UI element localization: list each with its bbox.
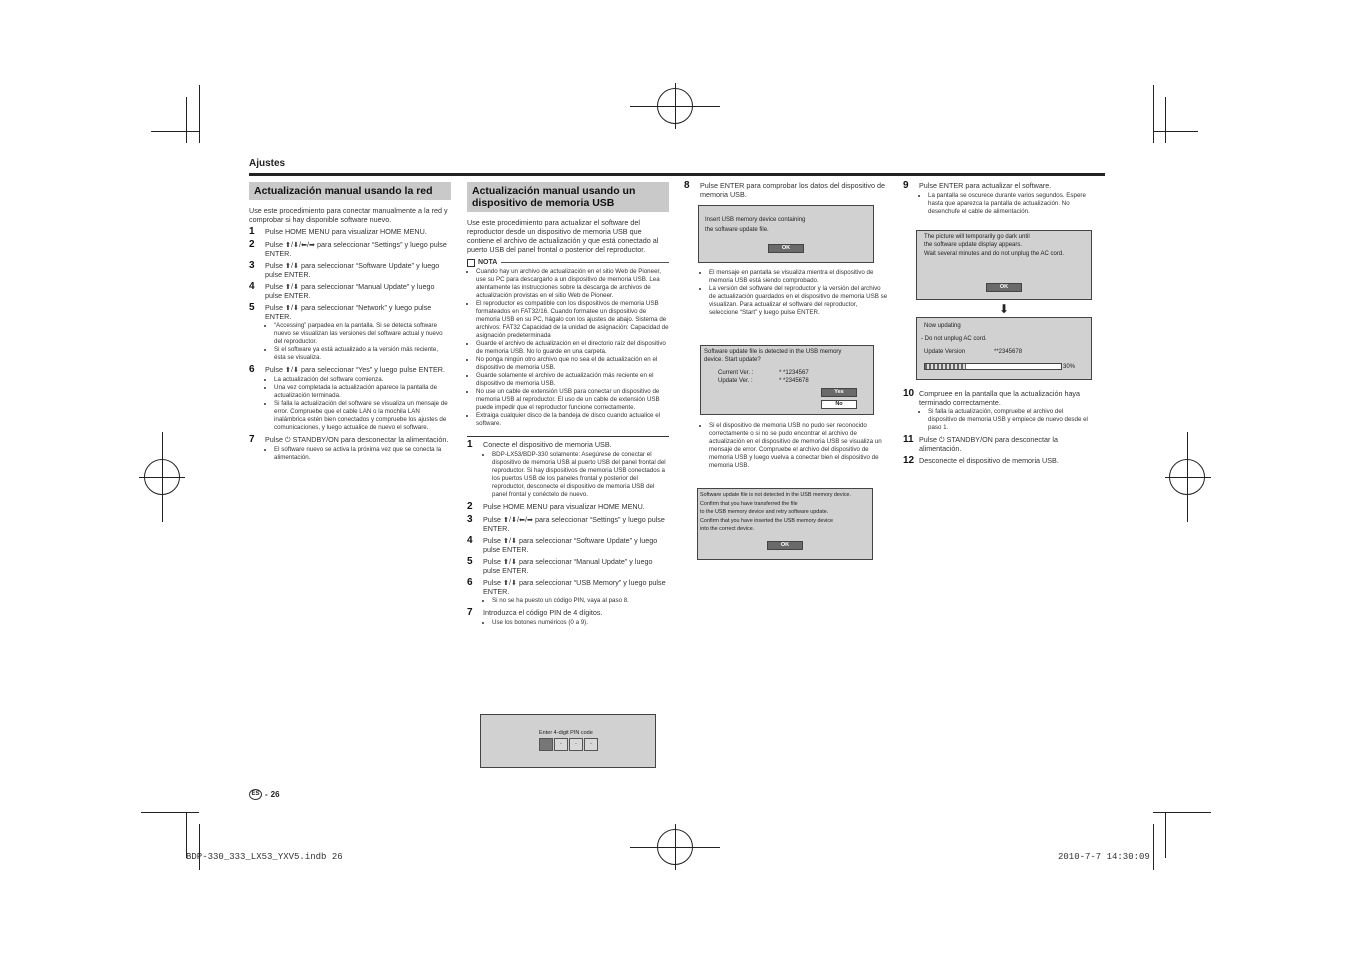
step-3: 3 Pulse ⬆/⬇/⬅/➡ para seleccionar “Settings” y luego pulse ENTER. xyxy=(467,514,665,533)
pin-digit-3[interactable]: - xyxy=(569,738,583,751)
steps-10-12 xyxy=(903,386,1093,466)
section-label: Ajustes xyxy=(249,158,286,169)
arrow-down-icon: ⬇ xyxy=(999,302,1010,316)
step-6: 6 Pulse ⬆/⬇ para seleccionar “Yes” y luego pulse ENTER. xyxy=(249,364,445,375)
step-7-bullets: • El software nuevo se activa la próxima vez que se conecta la alimentación. xyxy=(265,446,451,462)
step-1: 1 Pulse HOME MENU para visualizar HOME MENU. xyxy=(249,226,427,237)
step-12: 12 Desconecte el dispositivo de memoria USB. xyxy=(903,455,1059,466)
column-usb-update xyxy=(467,182,669,627)
step-5-bullets: • “Accessing” parpadea en la pantalla. Si se detecta software nuevo se visualizan las versiones del software actual y nuevo del reproductor. • Si el software ya está actualizado a la versión más reciente, ésta se visualiza. xyxy=(265,322,451,362)
pin-digit-2[interactable]: - xyxy=(554,738,568,751)
step-8: 8 Pulse ENTER para comprobar los datos del dispositivo de memoria USB. xyxy=(684,180,885,199)
step-4: 4 Pulse ⬆/⬇ para seleccionar “Software Update” y luego pulse ENTER. xyxy=(467,535,658,554)
note-header: NOTA xyxy=(467,258,669,267)
step-1-bullets: • BDP-LX53/BDP-330 solamente: Asegúrese de conectar el dispositivo de memoria USB al puerto USB del panel frontal del reproductor. Si hay dispositivos de memoria USB conectados a los puertos USB de los paneles frontal y posterior del reproductor, desconecte el dispositivo de memoria USB del panel frontal y conéctelo de nuevo. xyxy=(483,451,669,499)
no-button[interactable]: No xyxy=(821,400,857,409)
pin-label: Enter 4-digit PIN code xyxy=(539,730,593,736)
yes-button[interactable]: Yes xyxy=(821,388,857,397)
intro-text: Use este procedimiento para actualizar el software del reproductor desde un dispositivo de memoria USB que contiene el archivo de actualización y que está conectado al puerto USB del panel frontal o posterior del reproductor. xyxy=(467,218,659,254)
step-7-bullets: • Use los botones numéricos (0 a 9). xyxy=(483,619,669,627)
step-6-bullets: • Si no se ha puesto un código PIN, vaya al paso 8. xyxy=(483,597,669,605)
step-10: 10 Compruee en la pantalla que la actualización haya terminado correctamente. xyxy=(903,388,1081,407)
heading-usb-update: Actualización manual usando un dispositivo de memoria USB xyxy=(467,182,669,212)
step-9-bullets: • La pantalla se oscurece durante varios segundos. Espere hasta que aparezca la pantalla de actualización. No desenchufe el cable de alimentación. xyxy=(919,192,1093,216)
pin-digit-1[interactable] xyxy=(539,738,553,751)
step-7: 7 Pulse ⏻ STANDBY/ON para desconectar la alimentación. xyxy=(249,434,449,445)
step-7: 7 Introduzca el código PIN de 4 dígitos. xyxy=(467,607,603,618)
step-6: 6 Pulse ⬆/⬇ para seleccionar “USB Memory” y luego pulse ENTER. xyxy=(467,577,666,596)
footer-timestamp: 2010-7-7 14:30:09 xyxy=(1058,852,1150,862)
note-list: • Cuando hay un archivo de actualización en el sitio Web de Pioneer, use su PC para descargarlo a un dispositivo de memoria USB. Lea atentamente las instrucciones sobre la descarga de archivos de actualización provistas en el sitio Web de Pioneer. • El reproductor es compatible con los dispositivos de memoria USB formateados en FAT32/16. Cuando formatee un dispositivo de memoria USB en su PC, hágalo con los ajustes de abajo. Sistema de archivos: FAT32 Capacidad de la unidad de asignación: Capacidad de asignación predeterminada • Guarde el archivo de actualización en el directorio raíz del dispositivo de memoria USB. No lo guarde en una carpeta. • No ponga ningún otro archivo que no sea el de actualización en el dispositivo de memoria USB. • Guarde solamente el archivo de actualización más reciente en el dispositivo de memoria USB. • No use un cable de extensión USB para conectar un dispositivo de memoria USB al reproductor. El uso de un cable de extensión USB puede impedir que el reproductor funcione correctamente. • Extraiga cualquier disco de la bandeja de disco cuando actualice el software. xyxy=(467,268,669,428)
step-6-bullets: • La actualización del software comienza. • Una vez completada la actualización aparece la pantalla de actualización terminada. • Si falla la actualización del software se visualiza un mensaje de error. Compruebe que el cable LAN o la mochila LAN inalámbrica estén bien conectados y compruebe los ajustes de comunicaciones, y luego actualice de nuevo el software. xyxy=(265,376,451,432)
bullets-after-screen2: • Si el dispositivo de memoria USB no pudo ser reconocido correctamente o si no se pudo encontrar el archivo de actualización en el dispositivo de memoria USB se visualiza un mensaje de error. Compruebe el archivo del dispositivo de memoria USB y luego vuelva a conectar bien el dispositivo de memoria USB. xyxy=(700,421,888,470)
header-rule xyxy=(249,173,1105,176)
page-number: ES - 26 xyxy=(249,789,280,800)
step-5: 5 Pulse ⬆/⬇ para seleccionar “Network” y luego pulse ENTER. xyxy=(249,302,432,321)
progress-percent: 30% xyxy=(1063,364,1076,370)
step-5: 5 Pulse ⬆/⬇ para seleccionar “Manual Update” y luego pulse ENTER. xyxy=(467,556,653,575)
ok-button[interactable]: OK xyxy=(768,244,804,253)
footer-file: BDP-330_333_LX53_YXV5.indb 26 xyxy=(186,852,343,862)
step-9: 9 Pulse ENTER para actualizar el software. xyxy=(903,180,1052,191)
column-network-update xyxy=(249,182,451,462)
screen-insert-usb: Insert USB memory device containing the software update file. OK xyxy=(698,205,874,263)
column-step8 xyxy=(684,178,886,199)
step-11: 11 Pulse ⏻ STANDBY/ON para desconectar la alimentación. xyxy=(903,434,1058,453)
column-step9 xyxy=(903,178,1093,216)
step-10-bullets: • Si falla la actualización, compruebe el archivo del dispositivo de memoria USB y empiece de nuevo desde el paso 1. xyxy=(919,408,1093,432)
note-icon xyxy=(467,259,475,267)
screen-update-detected: Software update file is detected in the USB memory device. Start update? Current Ver. : * *1234567 Update Ver. : * *2345678 Yes No xyxy=(700,345,874,415)
ok-button[interactable]: OK xyxy=(986,283,1022,292)
update-progress-bar xyxy=(924,363,1062,370)
step-3: 3 Pulse ⬆/⬇ para seleccionar “Software Update” y luego pulse ENTER. xyxy=(249,260,440,279)
step-2: 2 Pulse HOME MENU para visualizar HOME MENU. xyxy=(467,501,645,512)
pin-digit-4[interactable]: - xyxy=(584,738,598,751)
note-divider xyxy=(467,436,669,437)
bullets-after-screen1: • El mensaje en pantalla se visualiza mientra el dispositivo de memoria USB está siendo comprobado. • La versión del software del reproductor y la versión del archivo de actualización guardados en el dispositivo de memoria USB se visualizan. Para actualizar el software del reproductor, seleccione “Start” y luego pulse ENTER. xyxy=(700,268,888,317)
heading-network-update: Actualización manual usando la red xyxy=(249,182,451,200)
step-4: 4 Pulse ⬆/⬇ para seleccionar “Manual Update” y luego pulse ENTER. xyxy=(249,281,435,300)
screen-dark-warning: The picture will temporarily go dark until the software update display appears. Wait several minutes and do not unplug the AC cord. OK xyxy=(916,230,1092,300)
step-2: 2 Pulse ⬆/⬇/⬅/➡ para seleccionar “Settings” y luego pulse ENTER. xyxy=(249,239,447,258)
screen-update-not-detected: Software update file is not detected in the USB memory device. Confirm that you have transferred the file to the USB memory device and retry software update. Confirm that you have inserted the USB memory device into the correct device. OK xyxy=(697,488,873,560)
step-1: 1 Conecte el dispositivo de memoria USB. xyxy=(467,439,612,450)
pin-entry-screen xyxy=(480,714,656,768)
screen-now-updating: Now updating - Do not unplug AC cord. Update Version **2345678 30% xyxy=(916,317,1092,380)
intro-text: Use este procedimiento para conectar manualmente a la red y comprobar si hay disponible software nuevo. xyxy=(249,206,448,224)
ok-button[interactable]: OK xyxy=(767,541,803,550)
language-badge: ES xyxy=(249,789,262,800)
